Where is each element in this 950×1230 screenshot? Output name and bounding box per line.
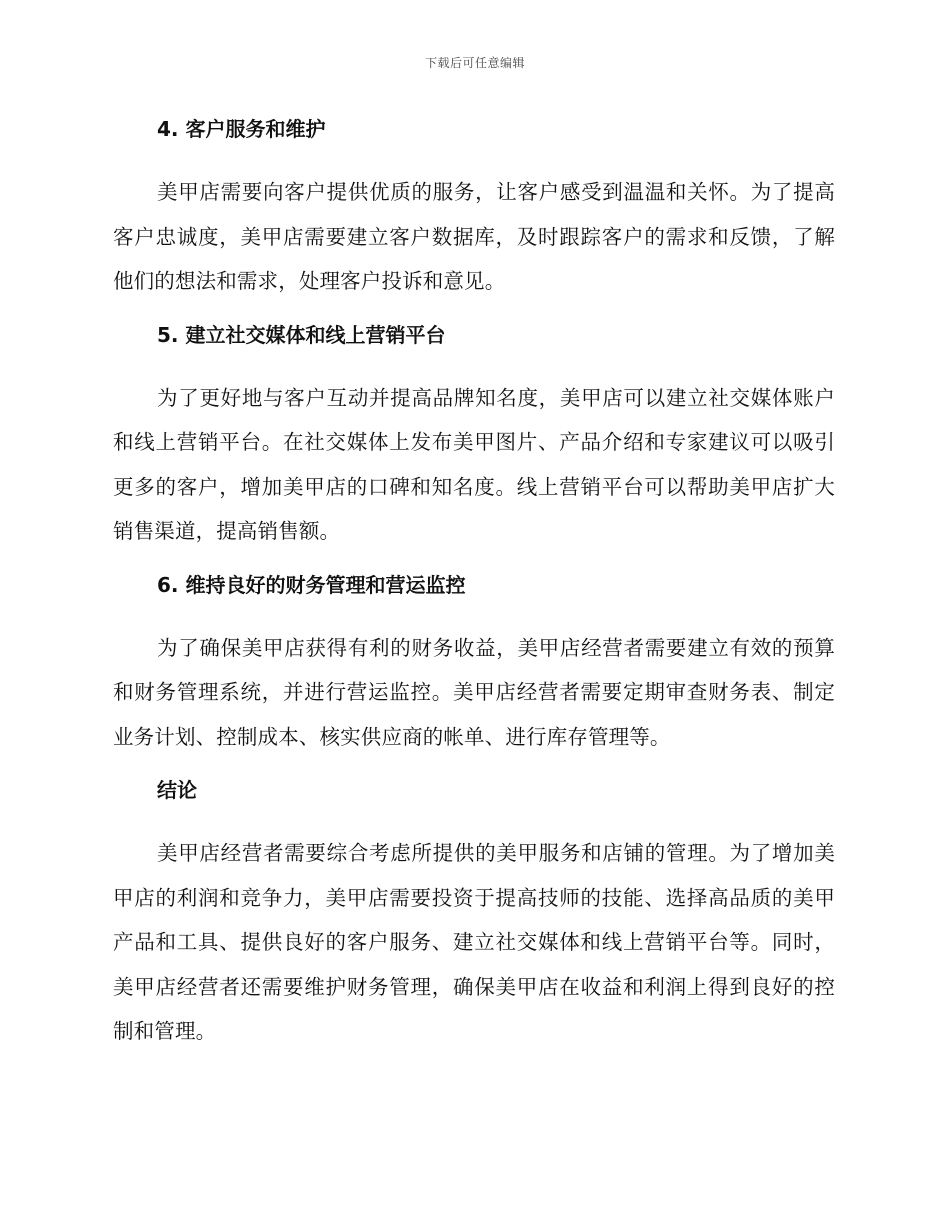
section-paragraph-customer-service: 美甲店需要向客户提供优质的服务，让客户感受到温温和关怀。为了提高客户忠诚度，美甲店需要建立客户数据库，及时跟踪客户的需求和反馈，了解他们的想法和需求，处理客户投诉和意见。 xyxy=(113,180,835,293)
section-heading-finance: 6. 维持良好的财务管理和营运监控 xyxy=(157,572,466,597)
section-heading-customer-service: 4. 客户服务和维护 xyxy=(157,117,326,141)
section-paragraph-social-media: 为了更好地与客户互动并提高品牌知名度，美甲店可以建立社交媒体账户和线上营销平台。在社交媒体上发布美甲图片、产品介绍和专家建议可以吸引更多的客户，增加美甲店的口碑和知名度。线上营销平台可以帮助美甲店扩大销售渠道，提高销售额。 xyxy=(113,385,835,543)
document-body xyxy=(113,112,835,1068)
header-note: 下载后可任意编辑 xyxy=(424,56,525,70)
section-paragraph-finance: 为了确保美甲店获得有利的财务收益，美甲店经营者需要建立有效的预算和财务管理系统，并进行营运监控。美甲店经营者需要定期审查财务表、制定业务计划、控制成本、核实供应商的帐单、进行库存管理等。 xyxy=(113,635,835,749)
section-paragraph-conclusion: 美甲店经营者需要综合考虑所提供的美甲服务和店铺的管理。为了增加美甲店的利润和竞争力，美甲店需要投资于提高技师的技能、选择高品质的美甲产品和工具、提供良好的客户服务、建立社交媒体和线上营销平台等。同时，美甲店经营者还需要维护财务管理，确保美甲店在收益和利润上得到良好的控制和管理。 xyxy=(113,841,835,1043)
section-heading-social-media: 5. 建立社交媒体和线上营销平台 xyxy=(157,322,446,347)
section-heading-conclusion: 结论 xyxy=(157,778,197,802)
